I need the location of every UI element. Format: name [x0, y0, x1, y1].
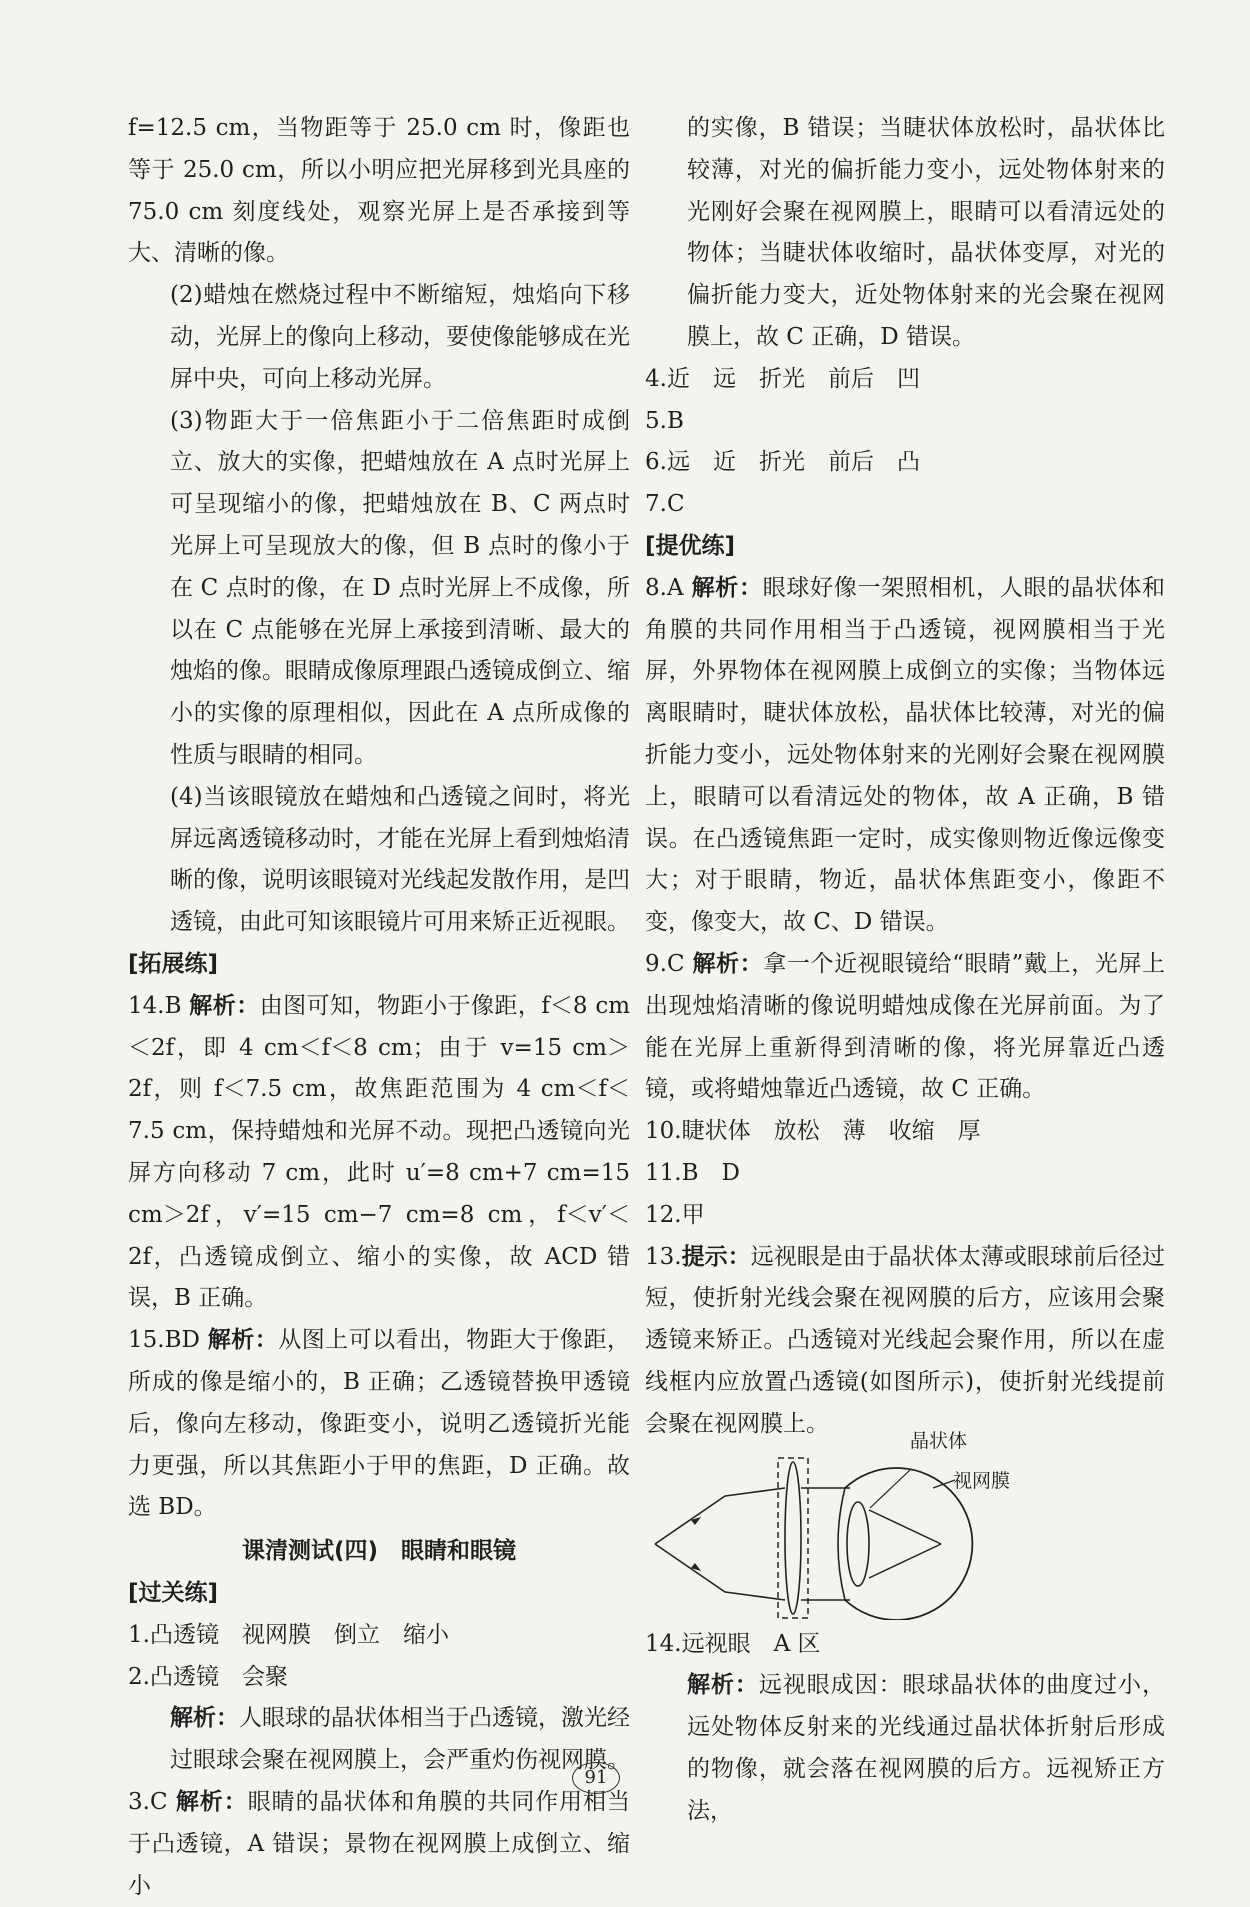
analysis-text: 眼球好像一架照相机，人眼的晶状体和角膜的共同作用相当于凸透镜，视网膜相当于光屏，外界物体在视网膜上成倒立的实像；当物体远离眼睛时，睫状体放松，晶状体比较薄，对光的偏折能力变小，远处物体射来的光刚好会聚在视网膜上，眼睛可以看清远处的物体，故 A 正确，B 错误。在凸透镜焦距一定时，成实像则物近像远像变大；对于眼睛，物近，晶状体焦距变小，像距不变，像变大，故 C、D 错误。	[645, 574, 1166, 936]
analysis-label: 解析：	[175, 1789, 248, 1816]
test-title: 课清测试(四) 眼睛和眼镜	[241, 1538, 517, 1565]
right-column	[645, 108, 1165, 1832]
answer-9	[645, 944, 1165, 1111]
answer-part-2: (2)蜡烛在燃烧过程中不断缩短，烛焰向下移动，光屏上的像向上移动，要使像能够成在光屏中央，可向上移动光屏。	[170, 282, 630, 392]
analysis-text: 由图可知，物距小于像距，f＜8 cm＜2f，即 4 cm＜f＜8 cm；由于 v=15 cm＞2f，则 f＜7.5 cm，故焦距范围为 4 cm＜f＜7.5 cm，保持蜡烛和光屏不动。现把凸透镜向光屏方向移动 7 cm，此时 u′=8 cm+7 cm=15 cm＞2f，v′=15 cm−7 cm=8 cm，f＜v′＜2f，凸透镜成倒立、缩小的实像，故 ACD 错误，B 正确。	[128, 992, 631, 1312]
answer-3-continuation: 的实像，B 错误；当睫状体放松时，晶状体比较薄，对光的偏折能力变小，远处物体射来的光刚好会聚在视网膜上，眼睛可以看清远处的物体；当睫状体收缩时，晶状体变厚，对光的偏折能力变大，近处物体射来的光会聚在视网膜上，故 C 正确，D 错误。	[687, 115, 1165, 350]
answer-2-analysis	[128, 1698, 630, 1782]
cornea	[838, 1488, 845, 1600]
leader-line-retina	[933, 1480, 955, 1488]
answer-1: 1.凸透镜 视网膜 倒立 缩小	[128, 1621, 449, 1648]
analysis-label: 解析：	[687, 1672, 759, 1699]
analysis-text: 远视眼成因：眼球晶状体的曲度过小，远处物体反射来的光线通过晶状体折射后形成的物像，就会落在视网膜的后方。远视矫正方法，	[687, 1672, 1166, 1824]
analysis-label: 解析：	[692, 950, 764, 977]
refracted-ray-lower	[869, 1544, 941, 1578]
analysis-text: 从图上可以看出，物距大于像距，所成的像是缩小的，B 正确；乙透镜替换甲透镜后，像向左移动，像距变小，说明乙透镜折光能力更强，所以其焦距小于甲的焦距，D 正确。故选 BD。	[128, 1327, 631, 1521]
question-number: 3.C	[128, 1789, 168, 1816]
answer-12: 12.甲	[645, 1201, 705, 1228]
question-number: 14.B	[128, 992, 182, 1019]
answer-14-analysis	[645, 1665, 1165, 1832]
ray-lower-left	[655, 1544, 725, 1592]
analysis-text: 人眼球的晶状体相当于凸透镜，激光经过眼球会聚在视网膜上，会严重灼伤视网膜。	[170, 1705, 630, 1774]
section-heading-tiyou: [提优练]	[645, 532, 736, 559]
ray-upper-left	[655, 1496, 725, 1544]
question-number: 9.C	[645, 950, 685, 977]
answer-part-4: (4)当该眼镜放在蜡烛和凸透镜之间时，将光屏远离透镜移动时，才能在光屏上看到烛焰清晰的像，说明该眼镜对光线起发散作用，是凹透镜，由此可知该眼镜片可用来矫正近视眼。	[170, 783, 630, 936]
hint-text: 远视眼是由于晶状体太薄或眼球前后径过短，使折射光线会聚在视网膜的后方，应该用会聚透镜来矫正。凸透镜对光线起会聚作用，所以在虚线框内应放置凸透镜(如图所示)，使折射光线提前会聚在视网膜上。	[645, 1243, 1166, 1437]
analysis-label: 解析：	[189, 992, 260, 1019]
question-number: 15.BD	[128, 1327, 200, 1354]
answer-8	[645, 568, 1165, 944]
answer-5: 5.B	[645, 407, 684, 434]
ray-upper-mid	[725, 1488, 785, 1496]
leader-line-lens	[870, 1470, 910, 1508]
answer-15	[128, 1320, 630, 1529]
question-number: 13.	[645, 1243, 682, 1270]
analysis-label: 解析：	[170, 1705, 239, 1732]
page-number: 91	[572, 1762, 620, 1794]
answer-13	[645, 1237, 1165, 1446]
answer-6: 6.远 近 折光 前后 凸	[645, 449, 920, 476]
label-retina: 视网膜	[953, 1469, 1011, 1492]
convex-lens	[785, 1462, 801, 1614]
answer-part-3: (3)物距大于一倍焦距小于二倍焦距时成倒立、放大的实像，把蜡烛放在 A 点时光屏上可呈现缩小的像，把蜡烛放在 B、C 两点时光屏上可呈现放大的像，但 B 点时的像小于在 C 点时的像，在 D 点时光屏上不成像，所以在 C 点能够在光屏上承接到清晰、最大的烛焰的像。眼睛成像原理跟凸透镜成倒立、缩小的实像的原理相似，因此在 A 点所成像的性质与眼睛的相同。	[170, 407, 630, 768]
refracted-ray-upper	[869, 1510, 941, 1544]
answer-7: 7.C	[645, 491, 685, 518]
answer-10: 10.睫状体 放松 薄 收缩 厚	[645, 1118, 981, 1145]
answer-continuation: f=12.5 cm，当物距等于 25.0 cm 时，像距也等于 25.0 cm，所以小明应把光屏移到光具座的 75.0 cm 刻度线处，观察光屏上是否承接到等大、清晰的像。	[128, 115, 630, 267]
hint-label: 提示：	[681, 1243, 751, 1270]
crystalline-lens	[847, 1502, 869, 1586]
analysis-text: 眼睛的晶状体和角膜的共同作用相当于凸透镜，A 错误；景物在视网膜上成倒立、缩小	[128, 1789, 631, 1899]
answer-2: 2.凸透镜 会聚	[128, 1663, 288, 1690]
answer-14	[128, 986, 630, 1320]
section-heading-guoguan: [过关练]	[128, 1580, 219, 1607]
analysis-label: 解析：	[207, 1327, 279, 1354]
analysis-label: 解析：	[691, 574, 763, 601]
analysis-text: 拿一个近视眼镜给“眼睛”戴上，光屏上出现烛焰清晰的像说明蜡烛成像在光屏前面。为了能在光屏上重新得到清晰的像，将光屏靠近凸透镜，或将蜡烛靠近凸透镜，故 C 正确。	[645, 950, 1166, 1103]
dashed-frame	[778, 1458, 808, 1618]
left-column	[128, 108, 630, 1907]
eye-correction-diagram	[645, 1429, 1165, 1620]
answer-11: 11.B D	[645, 1159, 740, 1186]
question-number: 8.A	[645, 574, 684, 601]
label-crystalline-lens: 晶状体	[910, 1429, 968, 1452]
ray-lower-mid	[725, 1592, 785, 1600]
answer-14-right: 14.远视眼 A 区	[645, 1630, 821, 1657]
answer-3	[128, 1782, 630, 1907]
eye-diagram-svg	[645, 1448, 1165, 1620]
section-heading-tuozhan: [拓展练]	[128, 950, 219, 977]
answer-4: 4.近 远 折光 前后 凹	[645, 365, 920, 392]
